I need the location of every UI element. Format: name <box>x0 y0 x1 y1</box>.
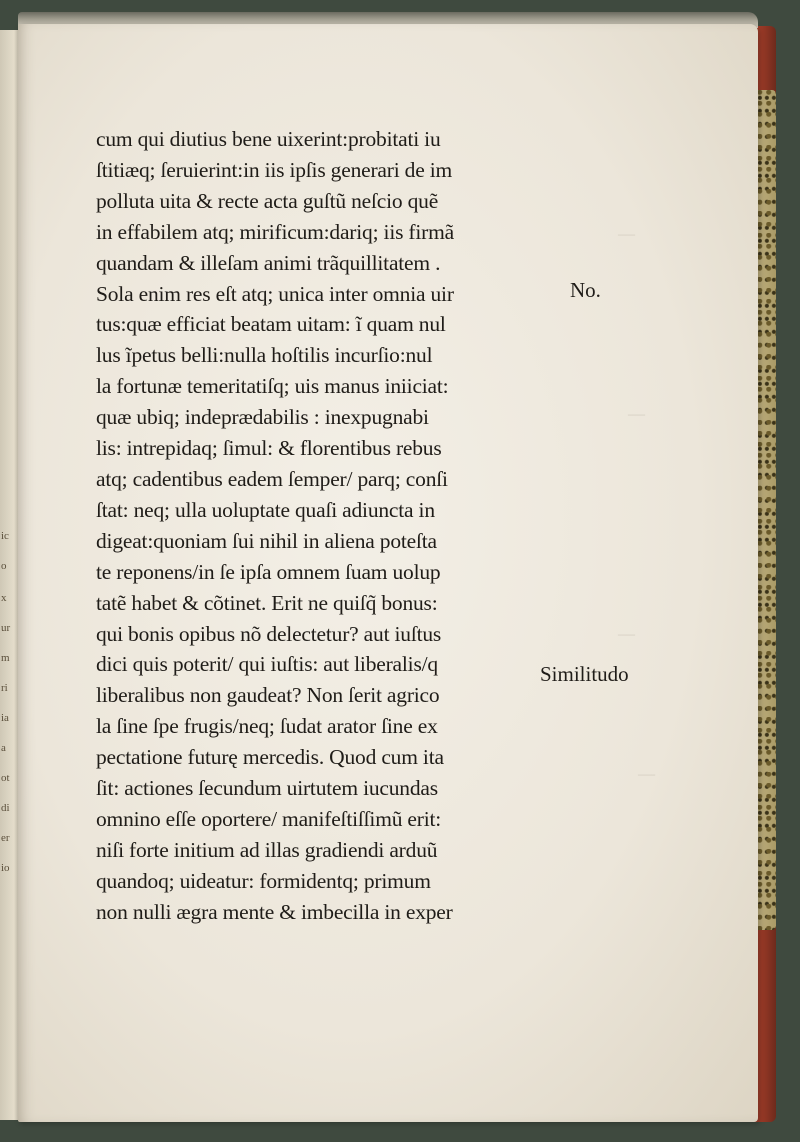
show-through-mark: — <box>618 624 635 643</box>
facing-page-fragment: ot <box>1 772 10 784</box>
text-line: quæ ubiq; indeprædabilis : inexpugnabi <box>96 405 429 430</box>
facing-page-fragment: ur <box>1 622 11 634</box>
show-through-mark: — <box>628 404 645 423</box>
marginal-note: Similitudo <box>540 662 629 686</box>
marginal-note: No. <box>570 278 601 302</box>
text-line: tus:quæ efficiat beatam uitam: ĩ quam nul <box>96 312 446 337</box>
text-line: la fortunæ temeritatiſq; uis manus iniiciat: <box>96 374 449 399</box>
facing-page-fragment: ic <box>1 530 9 542</box>
text-line: te reponens/in ſe ipſa omnem ſuam uolup <box>96 559 441 584</box>
facing-page-fragment: o <box>1 560 7 572</box>
text-line: atq; cadentibus eadem ſemper/ parq; conſi <box>96 466 448 491</box>
text-line: cum qui diutius bene uixerint:probitati iu <box>96 127 441 151</box>
text-line: pectatione futurę mercedis. Quod cum ita <box>96 745 444 770</box>
text-line: quandam & illeſam animi trãquillitatem . <box>96 250 441 275</box>
facing-page-fragment: er <box>1 832 10 844</box>
text-line: ſtitiæq; ſeruierint:in iis ipſis generari de im <box>96 157 453 182</box>
facing-page-fragment: a <box>1 742 6 754</box>
text-line: digeat:quoniam ſui nihil in aliena poteſta <box>96 528 437 553</box>
body-text <box>96 124 556 928</box>
text-line: tatẽ habet & cõtinet. Erit ne quiſq̃ bonus: <box>96 590 438 615</box>
facing-page-fragment: io <box>1 862 10 874</box>
text-line: polluta uita & recte acta guſtũ neſcio quẽ <box>96 188 439 213</box>
text-line: niſi forte initium ad illas gradiendi arduũ <box>96 837 438 862</box>
text-line: liberalibus non gaudeat? Non ſerit agrico <box>96 683 440 708</box>
facing-page-fragment: m <box>1 652 10 664</box>
text-line: ſtat: neq; ulla uoluptate quaſi adiuncta in <box>96 497 435 522</box>
text-line: in effabilem atq; mirificum:dariq; iis firmã <box>96 219 454 244</box>
facing-page-fragment: x <box>1 592 7 604</box>
text-line: omnino eſſe oportere/ manifeſtiſſimũ erit: <box>96 806 442 831</box>
facing-page-edge <box>0 30 20 1120</box>
facing-page-fragment: ia <box>1 712 9 724</box>
text-line: ſit: actiones ſecundum uirtutem iucundas <box>96 776 438 801</box>
text-line: lis: intrepidaq; ſimul: & florentibus rebus <box>96 436 442 461</box>
text-line: lus ĩpetus belli:nulla hoſtilis incurſio:nul <box>96 343 433 368</box>
text-line: Sola enim res eſt atq; unica inter omnia uir <box>96 281 454 306</box>
text-line: la ſine ſpe frugis/neq; ſudat arator ſine ex <box>96 714 438 739</box>
text-line: quandoq; uideatur: formidentq; primum <box>96 868 431 893</box>
text-line: dici quis poterit/ qui iuſtis: aut liberalis/q <box>96 652 438 677</box>
show-through-mark: — <box>638 764 655 783</box>
facing-page-fragment: ri <box>1 682 8 694</box>
text-line: non nulli ægra mente & imbecilla in exper <box>96 899 453 924</box>
text-line: qui bonis opibus nõ delectetur? aut iuſtus <box>96 621 442 646</box>
facing-page-fragment: di <box>1 802 10 814</box>
show-through-mark: — <box>618 224 635 243</box>
